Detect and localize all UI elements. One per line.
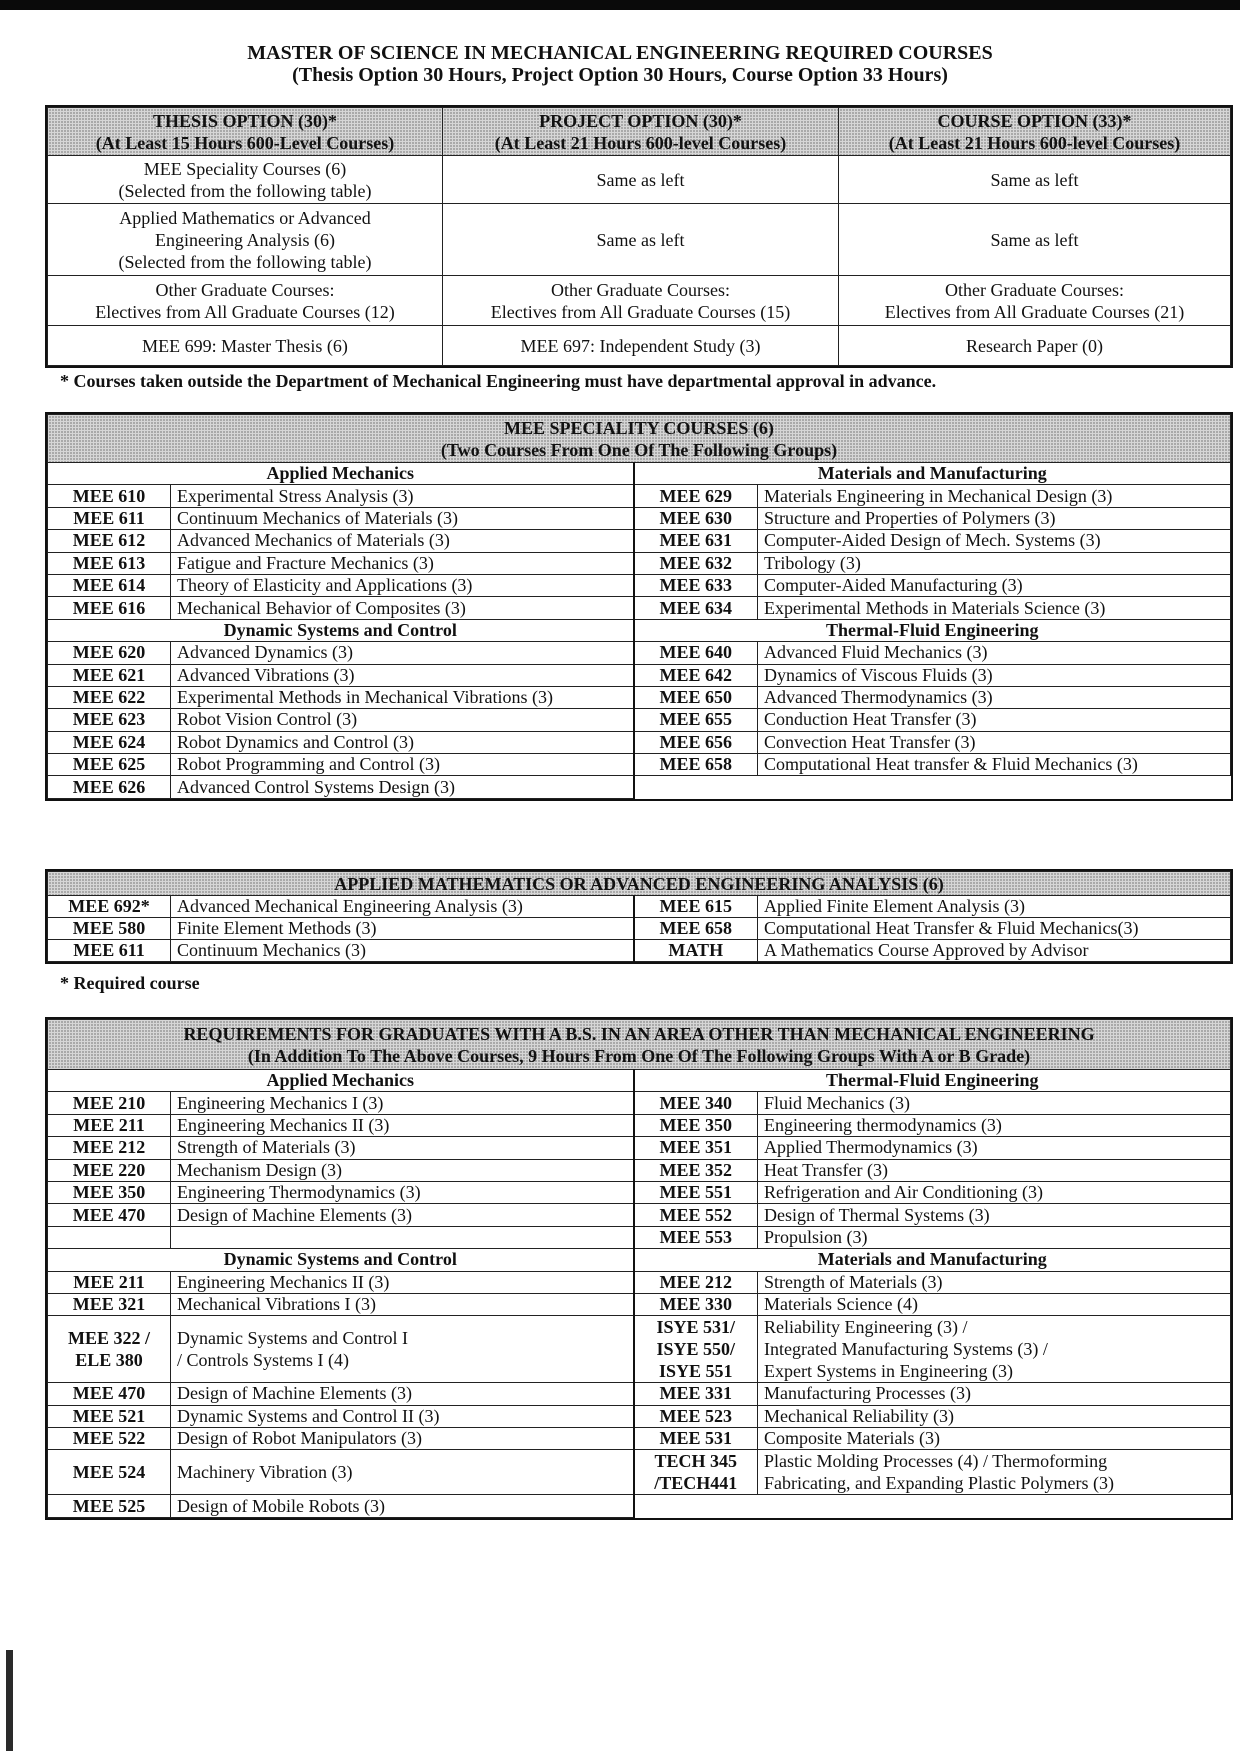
course-code: MEE 580 [48, 918, 171, 940]
applied-math-table [47, 871, 1231, 962]
course-title: Continuum Mechanics of Materials (3) [171, 507, 634, 529]
course-title: Applied Thermodynamics (3) [758, 1137, 1231, 1159]
course-title: Reliability Engineering (3) / Integrated Manufacturing Systems (3) / Expert Systems in Engineering (3) [758, 1316, 1231, 1383]
course-title: Experimental Methods in Materials Science (3) [758, 597, 1231, 619]
course-title: Mechanical Reliability (3) [758, 1405, 1231, 1427]
course-title: Experimental Stress Analysis (3) [171, 485, 634, 507]
empty-cell [634, 1495, 758, 1517]
course-code: TECH 345 /TECH441 [634, 1450, 758, 1495]
course-option-header: COURSE OPTION (33)* (At Least 21 Hours 600-level Courses) [839, 108, 1231, 156]
course-code: MEE 625 [48, 754, 171, 776]
course-code: MEE 631 [634, 530, 758, 552]
course-code: MEE 470 [48, 1204, 171, 1226]
course-title: Fatigue and Fracture Mechanics (3) [171, 552, 634, 574]
course-title: Computational Heat transfer & Fluid Mechanics (3) [758, 754, 1231, 776]
course-code: MEE 640 [634, 642, 758, 664]
course-code: MEE 521 [48, 1405, 171, 1427]
option-cell: Same as left [839, 156, 1231, 204]
course-code: MEE 220 [48, 1159, 171, 1181]
course-code: MEE 616 [48, 597, 171, 619]
course-title: Propulsion (3) [758, 1226, 1231, 1248]
course-title: Advanced Fluid Mechanics (3) [758, 642, 1231, 664]
course-title: Structure and Properties of Polymers (3) [758, 507, 1231, 529]
option-cell: Other Graduate Courses: Electives from All Graduate Courses (15) [443, 276, 839, 326]
course-title: Dynamic Systems and Control I / Controls Systems I (4) [171, 1316, 634, 1383]
option-cell: MEE Speciality Courses (6) (Selected from the following table) [48, 156, 443, 204]
course-title: Continuum Mechanics (3) [171, 940, 634, 962]
course-title: Manufacturing Processes (3) [758, 1383, 1231, 1405]
course-code: MEE 330 [634, 1293, 758, 1315]
course-code [48, 1226, 171, 1248]
course-title: Dynamics of Viscous Fluids (3) [758, 664, 1231, 686]
course-code: MEE 614 [48, 574, 171, 596]
left-group-heading: Applied Mechanics [48, 1070, 634, 1092]
right-group-heading: Thermal-Fluid Engineering [634, 1070, 1231, 1092]
course-title: Engineering Mechanics II (3) [171, 1271, 634, 1293]
course-code: MEE 340 [634, 1092, 758, 1114]
course-title: Plastic Molding Processes (4) / Thermoforming Fabricating, and Expanding Plastic Polymers (3) [758, 1450, 1231, 1495]
course-code: MEE 629 [634, 485, 758, 507]
course-code: MEE 621 [48, 664, 171, 686]
course-code: MEE 626 [48, 776, 171, 798]
course-code: MEE 620 [48, 642, 171, 664]
course-code: MATH [634, 940, 758, 962]
course-code: MEE 524 [48, 1450, 171, 1495]
speciality-courses-table [47, 414, 1231, 799]
option-cell: Other Graduate Courses: Electives from All Graduate Courses (21) [839, 276, 1231, 326]
course-title: Computer-Aided Manufacturing (3) [758, 574, 1231, 596]
course-title: Computer-Aided Design of Mech. Systems (3) [758, 530, 1231, 552]
course-title: Materials Engineering in Mechanical Design (3) [758, 485, 1231, 507]
course-code: MEE 351 [634, 1137, 758, 1159]
course-code: MEE 611 [48, 940, 171, 962]
course-code: MEE 350 [48, 1181, 171, 1203]
course-code: MEE 633 [634, 574, 758, 596]
course-title: Engineering Thermodynamics (3) [171, 1181, 634, 1203]
course-code: MEE 211 [48, 1114, 171, 1136]
speciality-header: MEE SPECIALITY COURSES (6) (Two Courses From One Of The Following Groups) [48, 415, 1231, 463]
course-title: A Mathematics Course Approved by Advisor [758, 940, 1231, 962]
bs-requirements-table [47, 1019, 1231, 1518]
course-code: MEE 612 [48, 530, 171, 552]
course-title: Mechanical Behavior of Composites (3) [171, 597, 634, 619]
empty-cell [758, 1495, 1231, 1517]
left-group-heading: Dynamic Systems and Control [48, 619, 634, 641]
course-code: MEE 551 [634, 1181, 758, 1203]
course-code: MEE 212 [48, 1137, 171, 1159]
course-title: Experimental Methods in Mechanical Vibrations (3) [171, 686, 634, 708]
course-code: MEE 632 [634, 552, 758, 574]
course-title: Finite Element Methods (3) [171, 918, 634, 940]
applied-math-header: APPLIED MATHEMATICS OR ADVANCED ENGINEERING ANALYSIS (6) [48, 872, 1231, 896]
course-code: MEE 531 [634, 1428, 758, 1450]
course-title: Robot Dynamics and Control (3) [171, 731, 634, 753]
course-title: Design of Mobile Robots (3) [171, 1495, 634, 1517]
course-title: Fluid Mechanics (3) [758, 1092, 1231, 1114]
option-cell: Same as left [443, 156, 839, 204]
document-title: MASTER OF SCIENCE IN MECHANICAL ENGINEERING REQUIRED COURSES [247, 42, 993, 64]
course-title: Strength of Materials (3) [171, 1137, 634, 1159]
course-code: MEE 622 [48, 686, 171, 708]
requirements-header: REQUIREMENTS FOR GRADUATES WITH A B.S. IN AN AREA OTHER THAN MECHANICAL ENGINEERING (In Addition To The Above Courses, 9 Hours From One Of The Following Groups With A or B Grade) [48, 1020, 1231, 1070]
course-code: MEE 321 [48, 1293, 171, 1315]
right-group-heading: Thermal-Fluid Engineering [634, 619, 1231, 641]
course-code: MEE 210 [48, 1092, 171, 1114]
course-code: MEE 658 [634, 918, 758, 940]
option-cell: MEE 699: Master Thesis (6) [48, 326, 443, 366]
course-code: MEE 322 / ELE 380 [48, 1316, 171, 1383]
course-title: Robot Vision Control (3) [171, 709, 634, 731]
course-code: MEE 634 [634, 597, 758, 619]
course-code: MEE 692* [48, 896, 171, 918]
course-title: Design of Robot Manipulators (3) [171, 1428, 634, 1450]
course-title: Materials Science (4) [758, 1293, 1231, 1315]
course-title: Computational Heat Transfer & Fluid Mechanics(3) [758, 918, 1231, 940]
empty-cell [758, 776, 1231, 798]
course-title: Advanced Dynamics (3) [171, 642, 634, 664]
course-code: MEE 658 [634, 754, 758, 776]
course-code: MEE 655 [634, 709, 758, 731]
project-option-header: PROJECT OPTION (30)* (At Least 21 Hours 600-level Courses) [443, 108, 839, 156]
thesis-option-header: THESIS OPTION (30)* (At Least 15 Hours 600-Level Courses) [48, 108, 443, 156]
course-code: MEE 650 [634, 686, 758, 708]
course-title: Design of Machine Elements (3) [171, 1204, 634, 1226]
course-code: MEE 352 [634, 1159, 758, 1181]
option-cell: Same as left [839, 204, 1231, 276]
option-cell: Research Paper (0) [839, 326, 1231, 366]
scan-margin-mark [6, 1650, 13, 1751]
required-course-footnote: * Required course [60, 973, 200, 993]
option-cell: MEE 697: Independent Study (3) [443, 326, 839, 366]
left-group-heading: Applied Mechanics [48, 463, 634, 485]
course-code: MEE 212 [634, 1271, 758, 1293]
course-code: MEE 642 [634, 664, 758, 686]
course-code: MEE 552 [634, 1204, 758, 1226]
course-title: Design of Machine Elements (3) [171, 1383, 634, 1405]
course-code: MEE 624 [48, 731, 171, 753]
course-code: MEE 610 [48, 485, 171, 507]
course-code: MEE 522 [48, 1428, 171, 1450]
course-code: MEE 350 [634, 1114, 758, 1136]
course-code: MEE 523 [634, 1405, 758, 1427]
course-title: Advanced Mechanical Engineering Analysis (3) [171, 896, 634, 918]
degree-options-table [47, 107, 1231, 366]
course-title: Engineering thermodynamics (3) [758, 1114, 1231, 1136]
course-title: Convection Heat Transfer (3) [758, 731, 1231, 753]
document-subtitle: (Thesis Option 30 Hours, Project Option 30 Hours, Course Option 33 Hours) [292, 64, 948, 86]
course-title: Advanced Mechanics of Materials (3) [171, 530, 634, 552]
course-code: MEE 611 [48, 507, 171, 529]
course-title: Composite Materials (3) [758, 1428, 1231, 1450]
course-title: Heat Transfer (3) [758, 1159, 1231, 1181]
empty-cell [634, 776, 758, 798]
course-code: MEE 470 [48, 1383, 171, 1405]
course-title: Mechanism Design (3) [171, 1159, 634, 1181]
course-code: MEE 211 [48, 1271, 171, 1293]
course-title [171, 1226, 634, 1248]
scan-top-edge [0, 0, 1240, 10]
course-title: Dynamic Systems and Control II (3) [171, 1405, 634, 1427]
course-code: MEE 525 [48, 1495, 171, 1517]
course-title: Theory of Elasticity and Applications (3) [171, 574, 634, 596]
course-title: Mechanical Vibrations I (3) [171, 1293, 634, 1315]
course-code: MEE 613 [48, 552, 171, 574]
course-code: MEE 630 [634, 507, 758, 529]
left-group-heading: Dynamic Systems and Control [48, 1249, 634, 1271]
course-title: Design of Thermal Systems (3) [758, 1204, 1231, 1226]
course-title: Conduction Heat Transfer (3) [758, 709, 1231, 731]
course-title: Machinery Vibration (3) [171, 1450, 634, 1495]
option-cell: Same as left [443, 204, 839, 276]
course-code: MEE 331 [634, 1383, 758, 1405]
course-code: ISYE 531/ ISYE 550/ ISYE 551 [634, 1316, 758, 1383]
course-title: Refrigeration and Air Conditioning (3) [758, 1181, 1231, 1203]
course-title: Advanced Vibrations (3) [171, 664, 634, 686]
right-group-heading: Materials and Manufacturing [634, 1249, 1231, 1271]
course-title: Advanced Control Systems Design (3) [171, 776, 634, 798]
option-cell: Other Graduate Courses: Electives from All Graduate Courses (12) [48, 276, 443, 326]
course-title: Engineering Mechanics I (3) [171, 1092, 634, 1114]
course-title: Robot Programming and Control (3) [171, 754, 634, 776]
course-code: MEE 615 [634, 896, 758, 918]
course-title: Applied Finite Element Analysis (3) [758, 896, 1231, 918]
option-cell: Applied Mathematics or Advanced Engineering Analysis (6) (Selected from the following table) [48, 204, 443, 276]
course-code: MEE 623 [48, 709, 171, 731]
course-code: MEE 553 [634, 1226, 758, 1248]
course-code: MEE 656 [634, 731, 758, 753]
options-footnote: * Courses taken outside the Department of Mechanical Engineering must have departmental approval in advance. [60, 371, 937, 391]
course-title: Strength of Materials (3) [758, 1271, 1231, 1293]
course-title: Advanced Thermodynamics (3) [758, 686, 1231, 708]
course-title: Engineering Mechanics II (3) [171, 1114, 634, 1136]
right-group-heading: Materials and Manufacturing [634, 463, 1231, 485]
course-title: Tribology (3) [758, 552, 1231, 574]
